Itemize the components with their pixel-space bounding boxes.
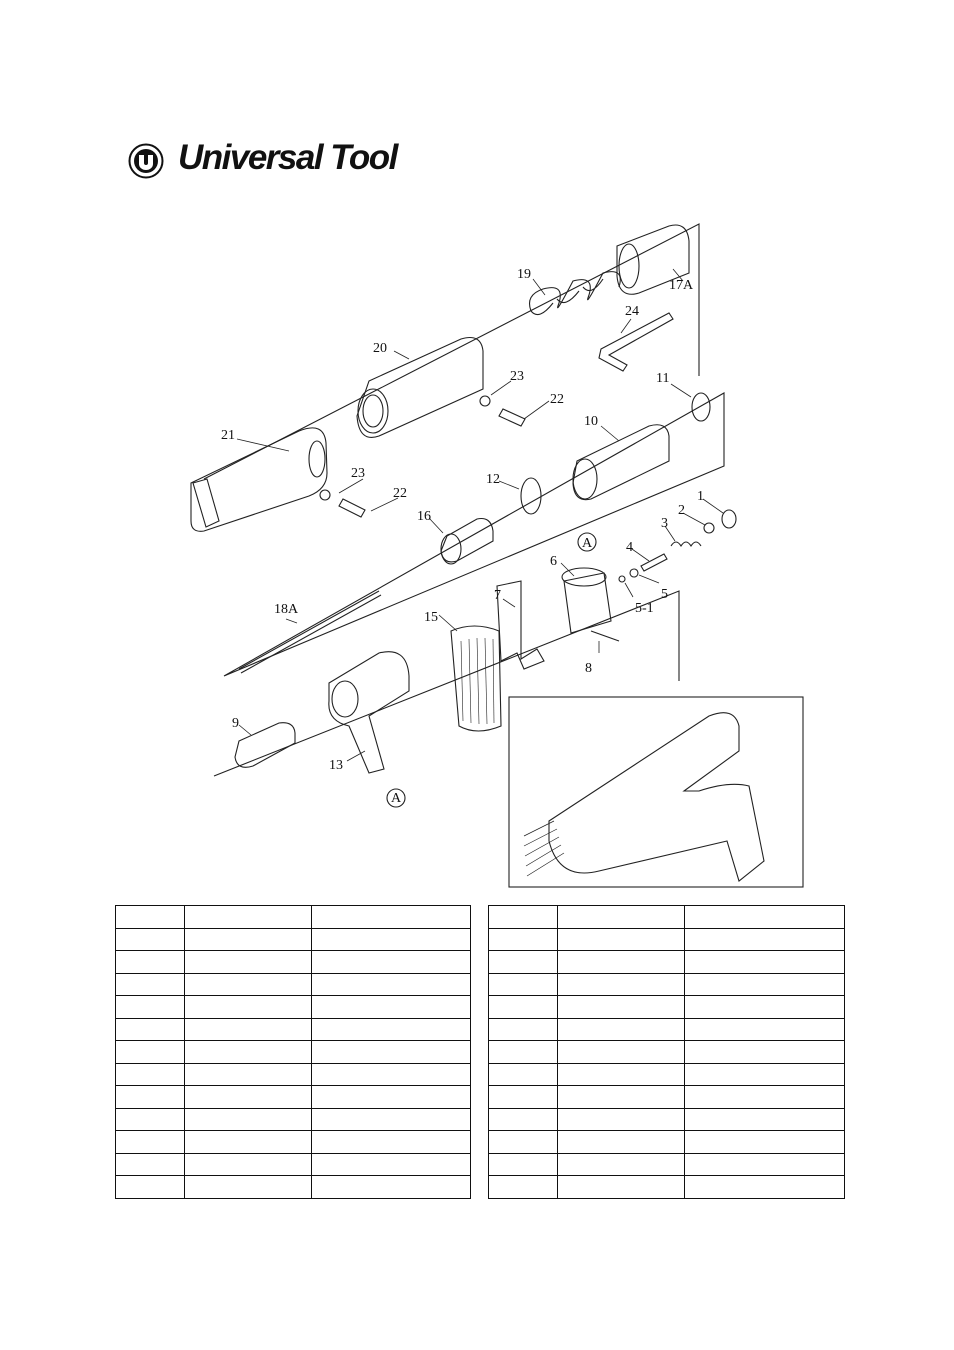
guide-line bbox=[224, 393, 724, 676]
callout: 11 bbox=[656, 371, 670, 386]
callout: 6 bbox=[550, 554, 557, 569]
table-cell bbox=[116, 973, 185, 996]
table-row bbox=[116, 996, 471, 1019]
callout: 8 bbox=[585, 661, 592, 676]
callout-labels bbox=[221, 267, 704, 806]
table-cell bbox=[312, 996, 471, 1019]
table-cell bbox=[558, 973, 685, 996]
table-cell bbox=[558, 906, 685, 929]
table-cell bbox=[489, 1131, 558, 1154]
part-24-hex-key bbox=[599, 313, 673, 371]
parts-table-right bbox=[488, 905, 845, 1199]
table-cell bbox=[116, 1153, 185, 1176]
table-cell bbox=[489, 1086, 558, 1109]
part-18a-needle bbox=[239, 591, 379, 669]
callout: 23 bbox=[351, 466, 365, 481]
table-cell bbox=[558, 928, 685, 951]
table-row bbox=[116, 1153, 471, 1176]
callout: 5 bbox=[661, 587, 668, 602]
table-row bbox=[489, 951, 845, 974]
table-cell bbox=[312, 1153, 471, 1176]
table-cell bbox=[116, 1018, 185, 1041]
table-row bbox=[116, 906, 471, 929]
table-cell bbox=[685, 996, 845, 1019]
table-cell bbox=[312, 1063, 471, 1086]
table-cell bbox=[312, 973, 471, 996]
table-cell bbox=[185, 951, 312, 974]
table-row bbox=[489, 1108, 845, 1131]
parts-table-left bbox=[115, 905, 471, 1199]
part-13-handle bbox=[329, 652, 409, 773]
table-cell bbox=[558, 1108, 685, 1131]
table-cell bbox=[685, 951, 845, 974]
table-row bbox=[489, 928, 845, 951]
table-cell bbox=[489, 1153, 558, 1176]
callout: 22 bbox=[393, 486, 407, 501]
callout: 16 bbox=[417, 509, 431, 524]
table-cell bbox=[312, 906, 471, 929]
callout: 10 bbox=[584, 414, 598, 429]
table-row bbox=[489, 906, 845, 929]
table-cell bbox=[685, 906, 845, 929]
callout: 3 bbox=[661, 516, 668, 531]
part-5-o-ring bbox=[630, 569, 638, 577]
table-row bbox=[116, 928, 471, 951]
table-cell bbox=[312, 1018, 471, 1041]
table-cell bbox=[489, 951, 558, 974]
callout: 21 bbox=[221, 428, 235, 443]
table-cell bbox=[312, 951, 471, 974]
table-cell bbox=[558, 1176, 685, 1199]
table-cell bbox=[685, 1176, 845, 1199]
table-row bbox=[116, 1176, 471, 1199]
brand-logo bbox=[128, 140, 438, 184]
table-cell bbox=[685, 1041, 845, 1064]
table-cell bbox=[558, 1041, 685, 1064]
callout: 22 bbox=[550, 392, 564, 407]
part-22-screw bbox=[499, 409, 525, 426]
table-cell bbox=[312, 1131, 471, 1154]
table-row bbox=[489, 1063, 845, 1086]
table-row bbox=[116, 1063, 471, 1086]
table-cell bbox=[685, 1018, 845, 1041]
callout: 4 bbox=[626, 540, 633, 555]
callout: 19 bbox=[517, 267, 531, 282]
table-cell bbox=[312, 1086, 471, 1109]
callout: 13 bbox=[329, 758, 343, 773]
table-cell bbox=[489, 1041, 558, 1064]
table-cell bbox=[185, 1108, 312, 1131]
table-cell bbox=[558, 1131, 685, 1154]
callout: 24 bbox=[625, 304, 639, 319]
table-cell bbox=[185, 928, 312, 951]
part-21-nozzle-housing bbox=[191, 428, 327, 531]
table-cell bbox=[116, 1108, 185, 1131]
table-cell bbox=[685, 928, 845, 951]
table-cell bbox=[116, 951, 185, 974]
table-row bbox=[116, 1041, 471, 1064]
part-10-valve-body bbox=[573, 425, 669, 500]
part-23-washer bbox=[480, 396, 490, 406]
table-cell bbox=[185, 1153, 312, 1176]
part-8-pin bbox=[591, 631, 619, 641]
table-cell bbox=[116, 1086, 185, 1109]
table-cell bbox=[185, 1041, 312, 1064]
assembled-tool bbox=[549, 713, 764, 881]
table-cell bbox=[685, 1108, 845, 1131]
table-cell bbox=[185, 1176, 312, 1199]
part-12-o-ring bbox=[521, 478, 541, 514]
table-cell bbox=[558, 1153, 685, 1176]
table-cell bbox=[558, 1018, 685, 1041]
table-row bbox=[116, 1018, 471, 1041]
table-row bbox=[116, 1108, 471, 1131]
table-row bbox=[489, 1018, 845, 1041]
table-cell bbox=[116, 1041, 185, 1064]
table-cell bbox=[685, 1086, 845, 1109]
part-2-washer bbox=[704, 523, 714, 533]
part-11-o-ring bbox=[692, 393, 710, 421]
assembled-view-frame bbox=[509, 697, 803, 887]
table-cell bbox=[185, 1086, 312, 1109]
table-cell bbox=[558, 951, 685, 974]
table-cell bbox=[489, 1176, 558, 1199]
table-cell bbox=[312, 1041, 471, 1064]
callout: 9 bbox=[232, 716, 239, 731]
part-3-spring bbox=[671, 542, 701, 546]
callout: 23 bbox=[510, 369, 524, 384]
callout: 20 bbox=[373, 341, 387, 356]
table-cell bbox=[185, 1018, 312, 1041]
table-cell bbox=[116, 928, 185, 951]
table-row bbox=[489, 1176, 845, 1199]
table-cell bbox=[489, 1108, 558, 1131]
part-4-valve-stem bbox=[641, 554, 667, 571]
table-cell bbox=[685, 1153, 845, 1176]
part-5-1-ring bbox=[619, 576, 625, 582]
table-cell bbox=[312, 928, 471, 951]
table-cell bbox=[685, 1131, 845, 1154]
table-row bbox=[489, 973, 845, 996]
table-cell bbox=[558, 1063, 685, 1086]
table-row bbox=[489, 996, 845, 1019]
table-cell bbox=[558, 1086, 685, 1109]
table-row bbox=[116, 973, 471, 996]
table-row bbox=[489, 1153, 845, 1176]
universal-tool-logo-icon bbox=[128, 143, 164, 179]
table-cell bbox=[489, 973, 558, 996]
table-cell bbox=[185, 1131, 312, 1154]
table-row bbox=[116, 1131, 471, 1154]
table-cell bbox=[558, 996, 685, 1019]
table-cell bbox=[116, 1063, 185, 1086]
table-cell bbox=[116, 906, 185, 929]
brand-name: Universal Tool bbox=[178, 138, 397, 177]
table-cell bbox=[489, 1063, 558, 1086]
callout: 17A bbox=[669, 278, 694, 293]
table-cell bbox=[685, 973, 845, 996]
part-22-screw bbox=[339, 499, 365, 517]
callout: 7 bbox=[494, 588, 501, 603]
table-row bbox=[116, 951, 471, 974]
table-row bbox=[489, 1086, 845, 1109]
table-cell bbox=[185, 906, 312, 929]
table-row bbox=[489, 1131, 845, 1154]
table-cell bbox=[116, 1176, 185, 1199]
part-21-rear-ring bbox=[309, 441, 325, 477]
table-row bbox=[489, 1041, 845, 1064]
part-6-trigger-housing bbox=[564, 573, 611, 633]
table-cell bbox=[489, 928, 558, 951]
table-cell bbox=[489, 996, 558, 1019]
part-21-opening bbox=[193, 479, 219, 527]
part-7-trigger bbox=[497, 581, 544, 669]
guide-line bbox=[214, 591, 679, 776]
table-cell bbox=[116, 996, 185, 1019]
table-row bbox=[116, 1086, 471, 1109]
exploded-parts-diagram bbox=[179, 221, 819, 891]
callout: 15 bbox=[424, 610, 438, 625]
table-cell bbox=[185, 1063, 312, 1086]
callout: 5-1 bbox=[635, 601, 654, 616]
callout: 18A bbox=[274, 602, 299, 617]
table-cell bbox=[185, 996, 312, 1019]
table-cell bbox=[489, 1018, 558, 1041]
callout: A bbox=[391, 791, 402, 806]
table-cell bbox=[185, 973, 312, 996]
table-cell bbox=[489, 906, 558, 929]
callout: A bbox=[582, 536, 593, 551]
callout: 2 bbox=[678, 503, 685, 518]
table-cell bbox=[312, 1176, 471, 1199]
exploded-view-drawing bbox=[179, 221, 819, 891]
part-1-cap bbox=[722, 510, 736, 528]
table-cell bbox=[685, 1063, 845, 1086]
table-cell bbox=[312, 1108, 471, 1131]
callout: 1 bbox=[697, 489, 704, 504]
part-16-adaptor bbox=[441, 519, 493, 562]
callout: 12 bbox=[486, 472, 500, 487]
table-cell bbox=[116, 1131, 185, 1154]
